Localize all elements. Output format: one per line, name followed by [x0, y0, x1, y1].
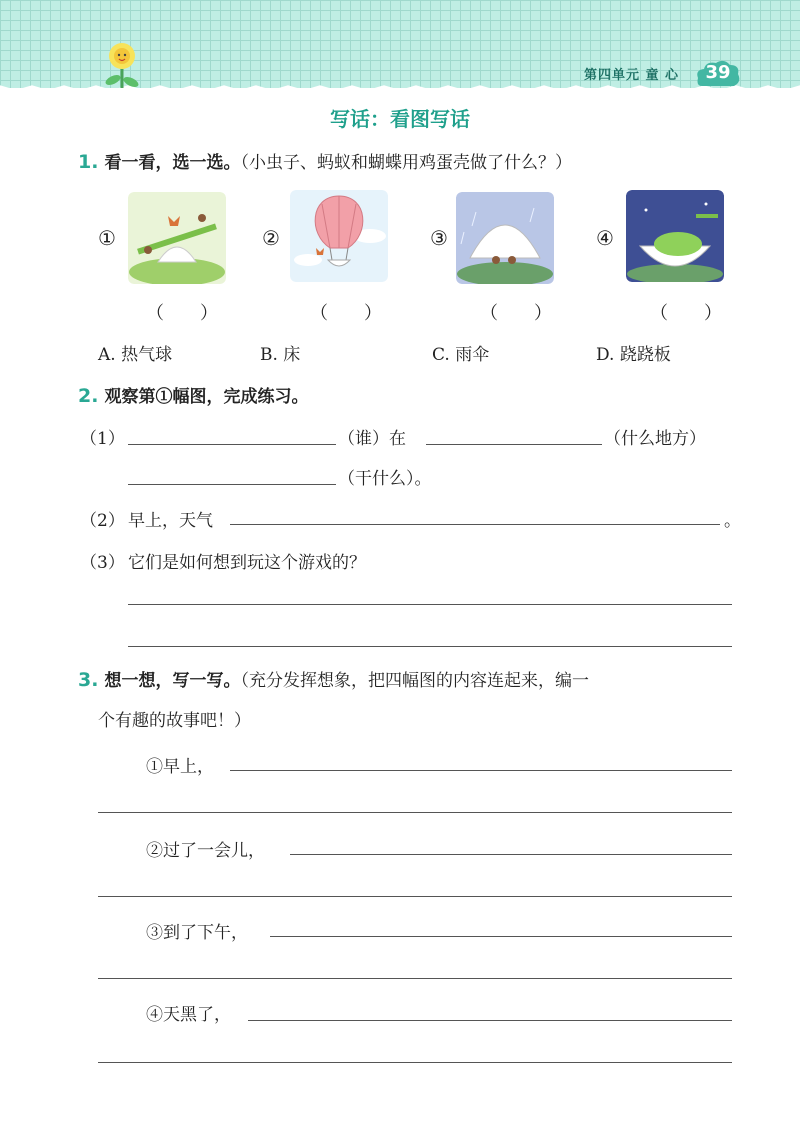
picture-mark-3: ③ [430, 226, 448, 250]
page-number: 39 [705, 62, 731, 83]
question-3-heading [78, 666, 589, 691]
sub-question-2-end: 。 [724, 511, 741, 531]
answer-blank-3[interactable]: （ ） [480, 303, 552, 324]
story-prompt-3: ③到了下午， [146, 923, 248, 943]
answer-line-who[interactable] [128, 444, 336, 445]
story-prompt-4: ④天黑了， [146, 1005, 231, 1025]
picture-mark-2: ② [262, 226, 280, 250]
answer-line-3b[interactable] [128, 646, 732, 647]
sub-question-1-where: （什么地方） [604, 429, 706, 449]
question-hint-line-1: （充分发挥想象，把四幅图的内容连起来，编一 [240, 671, 589, 691]
sub-question-3-label: （3） [80, 553, 125, 573]
question-hint-line-2: 个有趣的故事吧！） [98, 711, 251, 731]
question-title: 看一看，选一选。 [104, 153, 241, 173]
balloon-eggshell-picture-icon [290, 190, 388, 282]
answer-line-where[interactable] [426, 444, 602, 445]
answer-line-3a[interactable] [128, 604, 732, 605]
answer-blank-4[interactable]: （ ） [650, 303, 722, 324]
answer-blank-2[interactable]: （ ） [310, 303, 382, 324]
seesaw-eggshell-picture-icon [128, 192, 226, 284]
story-line-2b[interactable] [98, 896, 732, 897]
picture-mark-1: ① [98, 226, 116, 250]
story-prompt-2: ②过了一会儿， [146, 841, 265, 861]
answer-line-what[interactable] [128, 484, 336, 485]
story-line-3b[interactable] [98, 978, 732, 979]
picture-mark-4: ④ [596, 226, 614, 250]
umbrella-eggshell-picture-icon [456, 192, 554, 284]
sub-question-2-text: 早上，天气 [128, 511, 213, 531]
story-prompt-1: ①早上， [146, 757, 214, 777]
sunflower-icon [98, 40, 146, 90]
option-c: C. 雨伞 [432, 345, 490, 365]
option-d: D. 跷跷板 [596, 345, 671, 365]
page-title: 写话：看图写话 [330, 107, 470, 131]
question-hint: （小虫子、蚂蚁和蝴蝶用鸡蛋壳做了什么？） [240, 153, 572, 173]
sub-question-1-who: （谁）在 [338, 429, 406, 449]
question-title: 想一想，写一写。 [104, 671, 241, 691]
sub-question-1-label: （1） [80, 429, 125, 449]
option-a: A. 热气球 [98, 345, 173, 365]
story-line-1a[interactable] [230, 770, 732, 771]
sub-question-2-label: （2） [80, 511, 125, 531]
question-title: 观察第①幅图，完成练习。 [104, 387, 309, 407]
question-number: 3. [78, 669, 99, 691]
story-line-1b[interactable] [98, 812, 732, 813]
answer-blank-1[interactable]: （ ） [146, 303, 218, 324]
question-number: 2. [78, 385, 99, 407]
story-line-4b[interactable] [98, 1062, 732, 1063]
unit-label: 第四单元 童 心 [584, 68, 680, 83]
sub-question-3-text: 它们是如何想到玩这个游戏的？ [128, 553, 366, 573]
question-2-heading [78, 382, 308, 407]
question-number: 1. [78, 151, 99, 173]
question-1-heading [78, 148, 572, 173]
story-line-3a[interactable] [270, 936, 732, 937]
story-line-2a[interactable] [290, 854, 732, 855]
story-line-4a[interactable] [248, 1020, 732, 1021]
bed-eggshell-picture-icon [626, 190, 724, 282]
sub-question-1-what: （干什么）。 [338, 469, 432, 489]
option-b: B. 床 [260, 345, 301, 365]
answer-line-weather[interactable] [230, 524, 720, 525]
